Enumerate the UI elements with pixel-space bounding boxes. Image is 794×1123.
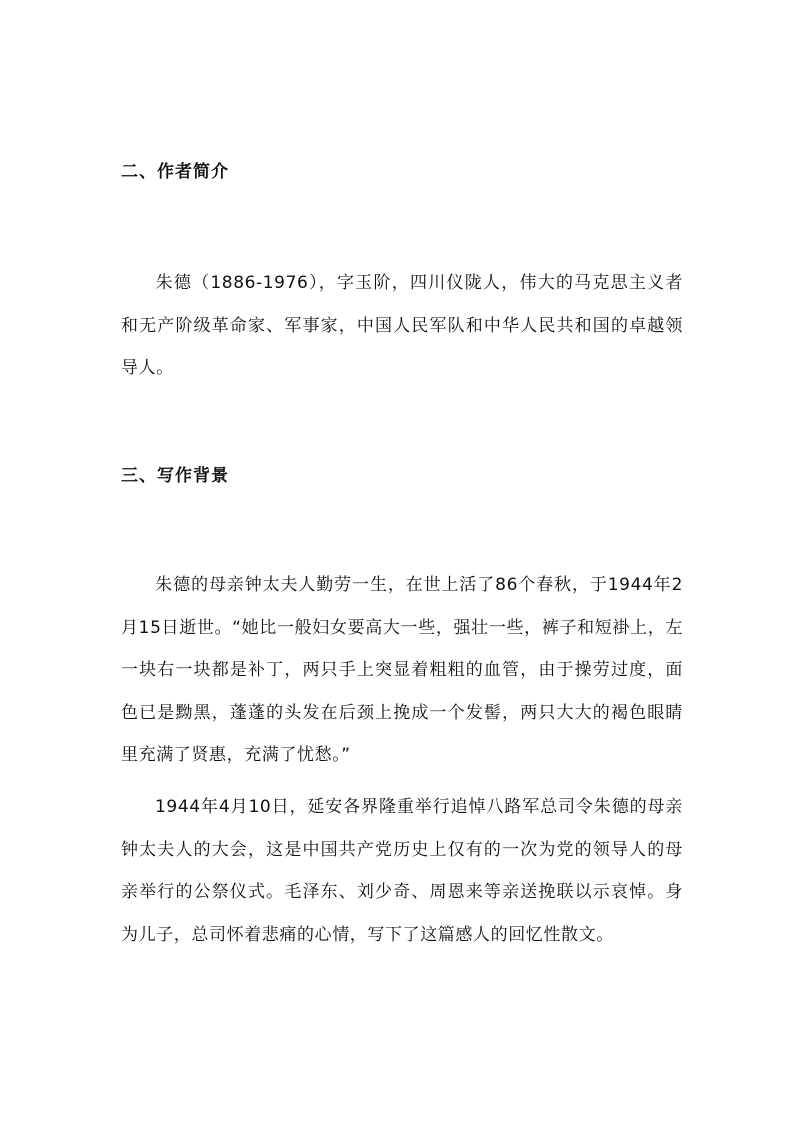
background-paragraph-2 [121, 786, 683, 956]
section-heading-writing-background: 三、写作背景 [121, 466, 229, 486]
background-paragraph-1-text: 朱德的母亲钟太夫人勤劳一生，在世上活了86个春秋，于1944年2月15日逝世。“她比一般妇女要高大一些，强壮一些，裤子和短褂上，左一块右一块都是补丁，两只手上突显着粗粗的血管，由于操劳过度，面色已是黝黑，蓬蓬的头发在后颈上挽成一个发髻，两只大大的褐色眼睛里充满了贤惠，充满了忧愁。” [121, 575, 683, 766]
background-paragraph-1 [121, 564, 683, 777]
background-paragraph-2-text: 1944年4月10日，延安各界隆重举行追悼八路军总司令朱德的母亲钟太夫人的大会，这是中国共产党历史上仅有的一次为党的领导人的母亲举行的公祭仪式。毛泽东、刘少奇、周恩来等亲送挽联以示哀悼。身为儿子，总司怀着悲痛的心情，写下了这篇感人的回忆性散文。 [121, 797, 683, 945]
author-intro-text: 朱德（1886-1976），字玉阶，四川仪陇人，伟大的马克思主义者和无产阶级革命家、军事家，中国人民军队和中华人民共和国的卓越领导人。 [121, 273, 683, 379]
author-intro-paragraph [121, 262, 683, 390]
section-heading-author-intro: 二、作者简介 [121, 162, 229, 182]
